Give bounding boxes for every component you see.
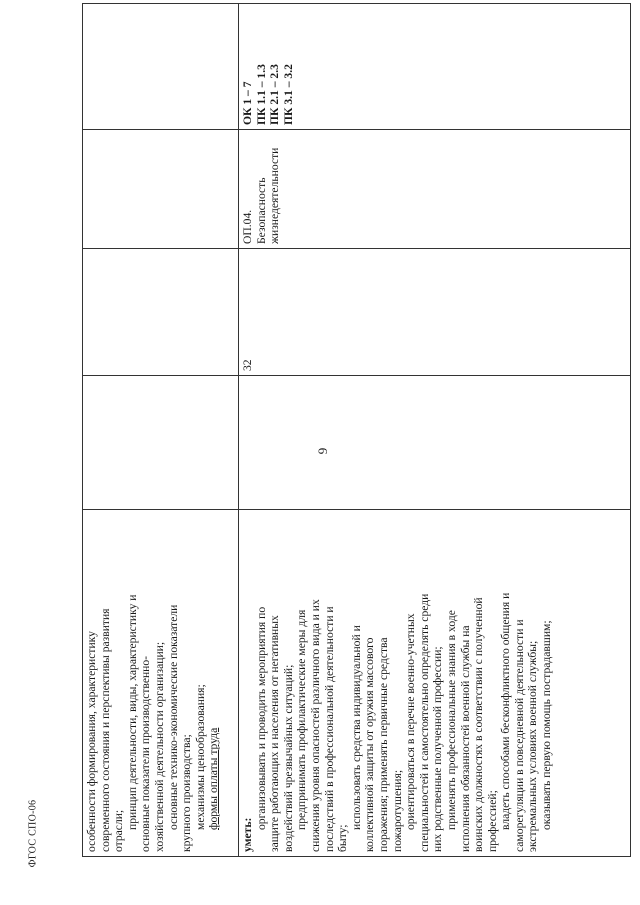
text-line: воздействий чрезвычайных ситуаций; <box>281 664 295 852</box>
knowledge-lines <box>85 514 221 852</box>
hours-cell <box>239 249 631 376</box>
discipline-name-line: жизнедеятельности <box>268 147 282 244</box>
text-line: современного состояния и перспективы развития <box>98 608 112 852</box>
text-line: крупного производства; <box>180 734 194 852</box>
rotated-table <box>82 49 620 857</box>
text-line: механизмы ценообразования; <box>193 684 207 830</box>
text-line: коллективной защиты от оружия массового <box>363 637 377 852</box>
empty-cell <box>239 376 631 510</box>
discipline-name-line: Безопасность <box>254 177 268 244</box>
text-line: профессией; <box>485 790 499 852</box>
competencies-cell <box>83 4 239 130</box>
text-line: исполнения обязанностей военной службы на <box>458 625 472 852</box>
text-line: особенности формирования, характеристику <box>85 631 98 852</box>
hours-cell <box>83 249 239 376</box>
table-row-bottom <box>239 4 631 857</box>
text-line: быту; <box>336 824 350 852</box>
text-line: воинских должностях в соответствии с полученной <box>472 597 486 852</box>
competency-code: ОК 1 – 7 <box>241 81 254 125</box>
text-line: хозяйственной деятельности организации; <box>152 641 166 852</box>
text-line: ориентироваться в перечне военно-учетных <box>404 613 418 830</box>
hours-value: 32 <box>241 359 254 371</box>
discipline-cell <box>83 130 239 249</box>
text-line: поражения; применять первичные средства <box>376 637 390 852</box>
text-line: последствий в профессиональной деятельности и <box>322 606 336 852</box>
text-line: них родственные полученной профессии; <box>431 646 445 852</box>
text-line: снижения уровня опасностей различного вида и их <box>308 599 322 852</box>
text-line: принцип деятельности, виды, характеристику и <box>125 594 139 830</box>
skills-heading: уметь: <box>241 817 254 852</box>
competency-code: ПК 2.1 – 2.3 <box>268 64 282 125</box>
text-line: основные технико-экономические показатели <box>166 604 180 830</box>
text-line: основные показатели производственно- <box>139 655 153 852</box>
text-line: пожаротушения; <box>390 769 404 852</box>
text-line: формы оплаты труда <box>207 727 221 830</box>
text-line: защите работающих и населения от негативных <box>268 615 282 852</box>
discipline-cell <box>239 130 631 249</box>
competency-code: ПК 1.1 – 1.3 <box>254 64 268 125</box>
text-line: организовывать и проводить мероприятия по <box>254 606 268 830</box>
text-line: отрасли; <box>112 809 126 852</box>
discipline-code: ОП.04. <box>241 209 254 244</box>
curriculum-table <box>82 3 631 857</box>
text-line: саморегуляции в повседневной деятельности и <box>512 619 526 852</box>
text-line: владеть способами бесконфликтного общения и <box>499 592 513 830</box>
empty-cell <box>83 376 239 510</box>
knowledge-cell <box>83 510 239 857</box>
skills-cell <box>239 510 631 857</box>
text-line: предпринимать профилактические меры для <box>295 609 309 830</box>
skills-lines <box>255 514 554 852</box>
text-line: оказывать первую помощь пострадавшим; <box>540 620 554 830</box>
table-row-top <box>83 4 239 857</box>
page-number: 9 <box>315 447 330 455</box>
text-line: экстремальных условиях военной службы; <box>526 640 540 852</box>
competencies-cell <box>239 4 631 130</box>
competency-code: ПК 3.1 – 3.2 <box>281 64 295 125</box>
text-line: специальностей и самостоятельно определять среди <box>417 593 431 852</box>
text-line: использовать средства индивидуальной и <box>349 625 363 830</box>
page-footer: ФГОС СПО-06 <box>27 799 39 868</box>
text-line: применять профессиональные знания в ходе <box>444 610 458 830</box>
